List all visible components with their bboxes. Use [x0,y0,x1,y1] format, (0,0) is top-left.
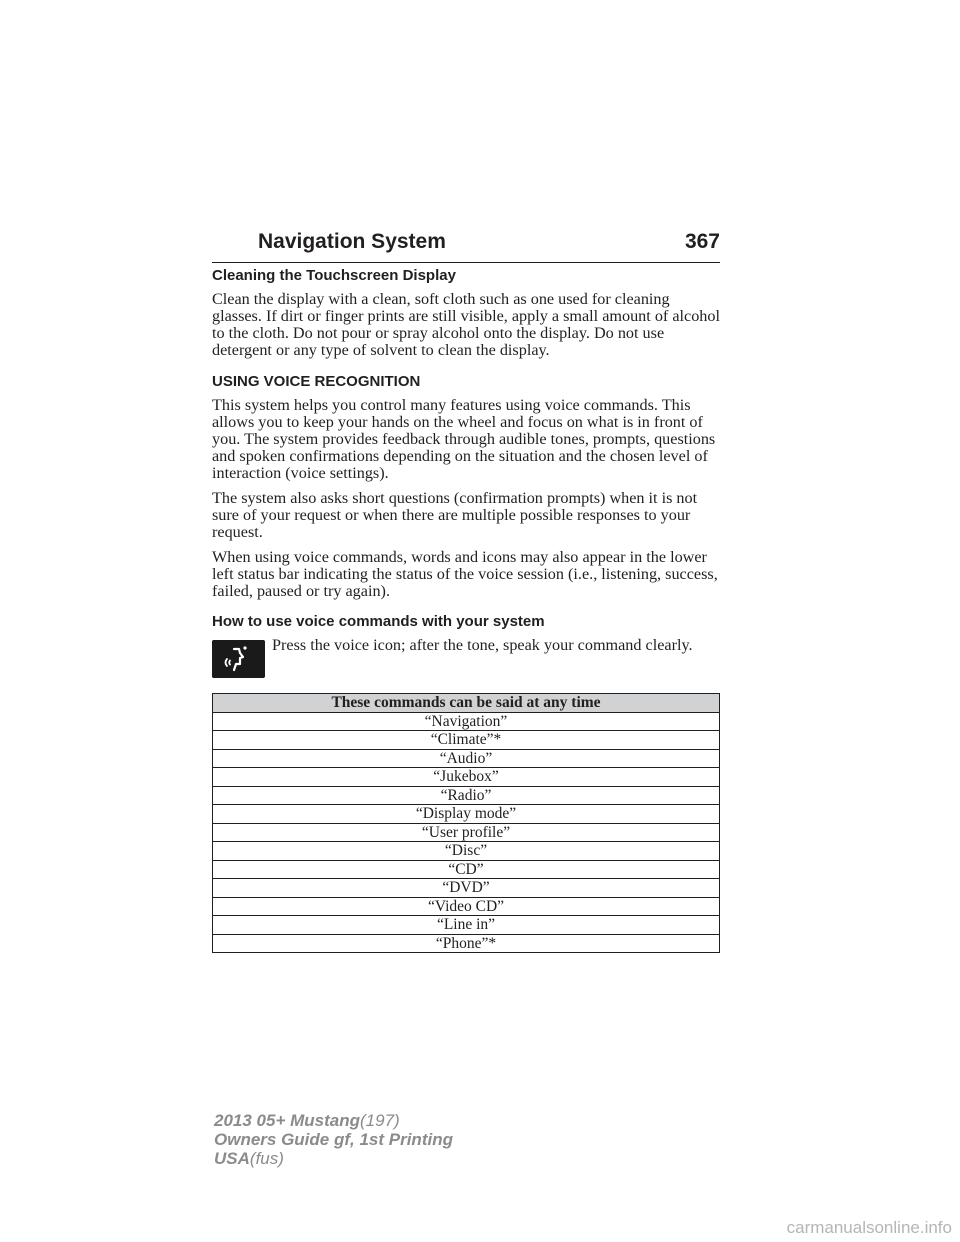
howto-text: Press the voice icon; after the tone, speak your command clearly. [272,636,693,654]
table-row [213,916,720,935]
table-row [213,805,720,824]
command-cell: “DVD” [213,879,720,898]
table-row [213,934,720,953]
commands-table [212,693,720,953]
cleaning-heading: Cleaning the Touchscreen Display [212,267,456,284]
command-cell: “Jukebox” [213,768,720,787]
table-row [213,768,720,787]
voice-paragraph-3: When using voice commands, words and icons may also appear in the lower left status bar indicating the status of the voice session (i.e., listening, success, failed, paused or try again). [212,548,718,600]
command-cell: “Disc” [213,842,720,861]
footer-model-code: (197) [360,1111,400,1130]
table-row [213,712,720,731]
command-cell: “User profile” [213,823,720,842]
table-row [213,786,720,805]
command-cell: “Radio” [213,786,720,805]
page-number: 367 [684,230,720,253]
commands-table-body [213,712,720,953]
table-row [213,823,720,842]
commands-table-header: These commands can be said at any time [213,694,720,713]
table-row [213,860,720,879]
voice-paragraph-2: The system also asks short questions (confirmation prompts) when it is not sure of your request or when there are multiple possible responses to your request. [212,489,698,541]
howto-heading: How to use voice commands with your system [212,613,545,630]
footer-guide: Owners Guide gf, 1st Printing [214,1130,453,1149]
footer-market-code: (fus) [249,1149,284,1168]
table-row [213,749,720,768]
cleaning-paragraph: Clean the display with a clean, soft cloth such as one used for cleaning glasses. If dirt or finger prints are still visible, apply a small amount of alcohol to the cloth. Do not pour or spray alcohol onto the display. Do not use detergent or any type of solvent to clean the display. [212,290,720,359]
voice-command-icon [212,640,265,678]
command-cell: “Audio” [213,749,720,768]
table-row [213,879,720,898]
voice-paragraph-1: This system helps you control many features using voice commands. This allows you to keep your hands on the wheel and focus on what is in front of you. The system provides feedback through audible tones, prompts, questions and spoken confirmations depending on the situation and the chosen level of interaction (voice settings). [212,396,716,482]
table-row [213,897,720,916]
howto-row [212,637,720,678]
command-cell: “Phone”* [213,934,720,953]
command-cell: “CD” [213,860,720,879]
page-header [212,226,720,263]
page-content [212,266,720,953]
table-row [213,842,720,861]
print-footer [214,1111,453,1168]
command-cell: “Display mode” [213,805,720,824]
table-row [213,731,720,750]
command-cell: “Line in” [213,916,720,935]
command-cell: “Climate”* [213,731,720,750]
voice-recognition-heading: USING VOICE RECOGNITION [212,373,421,390]
command-cell: “Video CD” [213,897,720,916]
command-cell: “Navigation” [213,712,720,731]
footer-model: 2013 05+ Mustang [214,1111,360,1130]
section-title: Navigation System [258,230,446,253]
watermark: carmanualsonline.info [786,1218,952,1237]
footer-market: USA [214,1149,250,1168]
